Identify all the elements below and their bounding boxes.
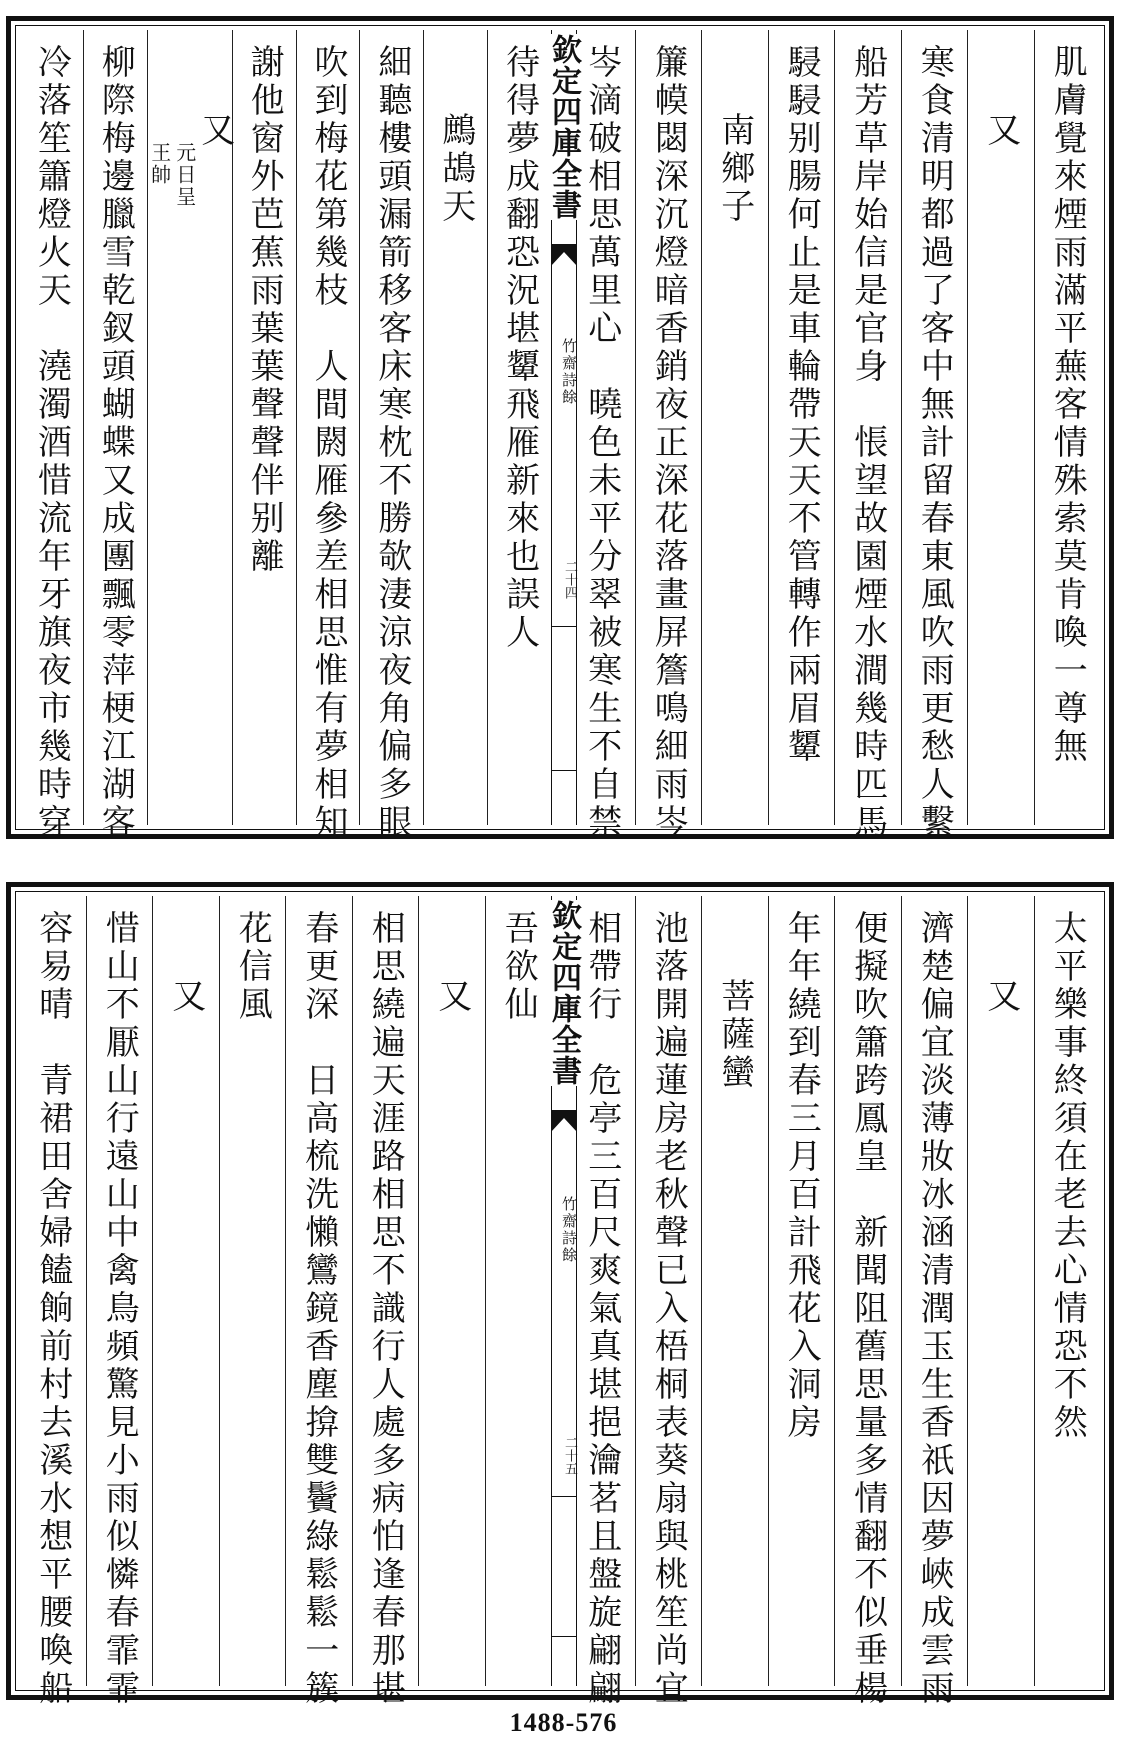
column-text: 岑滴破相思萬里心 曉色未平分翠被寒生不自禁: [581, 44, 622, 842]
text-column: [635, 896, 702, 1708]
text-column: [701, 30, 768, 825]
column-text: 太平樂事終須在老去心情恐不然: [1047, 910, 1088, 1442]
text-column: [487, 30, 551, 825]
text-column: [147, 30, 235, 825]
column-text: 濟楚偏宜淡薄妝冰涵清潤玉生香祇因夢峽成雲雨: [914, 910, 955, 1708]
column-text: 年年繞到春三月百計飛花入洞房: [781, 910, 822, 1442]
band-rule: [552, 1496, 576, 1497]
text-column: [967, 896, 1034, 1686]
text-column: [901, 896, 968, 1708]
title-with-note: [147, 44, 235, 825]
band-subtitle: 竹齋詩餘: [560, 338, 578, 406]
column-text: 駸駸别腸何止是車輪帶天天不管轉作兩眉顰: [781, 44, 822, 766]
bottom-right-half: [569, 896, 1100, 1708]
column-text: 肌膚覺來煙雨滿平蕪客情殊索莫肯喚一尊無: [1047, 44, 1088, 766]
note-line: 元日呈: [172, 142, 197, 208]
top-right-half: [569, 30, 1100, 842]
catalog-number: 1488-576: [509, 1708, 618, 1737]
text-column: [152, 896, 219, 1686]
text-column: [232, 30, 296, 825]
band-page-number: 二十四: [562, 560, 577, 599]
text-column: [285, 896, 352, 1708]
column-text: 柳際梅邊臘雪乾釵頭蝴蝶又成團飄零萍梗江湖客: [95, 44, 136, 842]
column-text: 又: [980, 978, 1021, 1016]
column-text: 又: [980, 112, 1021, 150]
note-line: 王帥: [147, 142, 172, 186]
center-band: [546, 896, 581, 1686]
column-text: 相帶行 危亭三百尺爽氣真堪挹瀹茗且盤旋翩翩: [581, 910, 622, 1708]
column-text: 相思繞遍天涯路相思不識行人處多病怕逢春那堪: [365, 910, 406, 1708]
text-column: [359, 30, 423, 842]
tune-title: 菩薩蠻: [714, 978, 755, 1092]
column-text: 春更深 日高梳洗懶鸞鏡香塵揜雙鬢綠鬆鬆一簇: [298, 910, 339, 1708]
fishtail-mark: [551, 1110, 577, 1132]
tune-title: 又: [194, 112, 235, 150]
column-text: 又: [165, 978, 206, 1016]
column-text: 細聽樓頭漏箭移客床寒枕不勝欹淒涼夜角偏多眼: [371, 44, 412, 842]
band-title: 欽定四庫全書: [546, 34, 581, 220]
text-column: [768, 30, 835, 825]
column-text: 簾幙閟深沉燈暗香銷夜正深花落畫屏簷鳴細雨岑: [648, 44, 689, 842]
text-column: [701, 896, 768, 1686]
text-column: [86, 896, 153, 1708]
text-column: [83, 30, 147, 842]
tune-title: 鷓鴣天: [435, 112, 476, 226]
column-text: 冷落笙簫燈火天 澆濁酒惜流年牙旗夜市幾時穿: [31, 44, 72, 842]
top-left-half: [20, 30, 551, 842]
column-text: 花信風: [232, 910, 273, 1024]
column-text: 便擬吹簫跨鳳皇 新聞阻舊思量多情翻不似垂楊: [847, 910, 888, 1708]
text-column: [418, 896, 485, 1686]
tune-title: 南鄉子: [714, 112, 755, 226]
column-text: 待得夢成翻恐況堪顰飛雁新來也誤人: [499, 44, 540, 652]
column-text: 船芳草岸始信是官身 悵望故園煙水澗幾時匹馬: [847, 44, 888, 842]
text-column: [1034, 896, 1101, 1686]
band-rule: [552, 626, 576, 627]
text-column: [423, 30, 487, 825]
text-column: [834, 896, 901, 1708]
page-top: [6, 16, 1114, 842]
text-column: [20, 896, 86, 1708]
band-subtitle: 竹齋詩餘: [560, 1196, 578, 1264]
bottom-left-half: [20, 896, 551, 1708]
text-column: [834, 30, 901, 842]
column-text: 謝他窗外芭蕉雨葉葉聲聲伴别離: [244, 44, 285, 576]
text-column: [352, 896, 419, 1708]
text-column: [1034, 30, 1101, 825]
column-text: 寒食清明都過了客中無計留春東風吹雨更愁人繫: [914, 44, 955, 842]
column-text: 池落開遍蓮房老秋聲已入梧桐表葵扇與桃笙尚宜: [648, 910, 689, 1708]
text-column: [219, 896, 286, 1686]
band-rule: [552, 770, 576, 771]
text-column: [20, 30, 83, 842]
band-title: 欽定四庫全書: [546, 900, 581, 1086]
band-rule: [552, 1636, 576, 1637]
column-text: 又: [431, 978, 472, 1016]
text-column: [635, 30, 702, 842]
column-text: 惜山不厭山行遠山中禽鳥頻驚見小雨似憐春霏霏: [99, 910, 140, 1708]
text-column: [967, 30, 1034, 825]
center-band: [546, 30, 581, 825]
column-text: 容易晴 青裙田舍婦饁餉前村去溪水想平腰喚船: [32, 910, 73, 1708]
text-column: [901, 30, 968, 842]
fishtail-mark: [551, 244, 577, 266]
text-column: [485, 896, 552, 1686]
band-page-number: 二十五: [562, 1436, 577, 1475]
column-text: 吹到梅花第幾枝 人間閼雁參差相思惟有夢相知: [307, 44, 348, 842]
column-text: 吾欲仙: [498, 910, 539, 1024]
text-column: [296, 30, 360, 842]
page-bottom: [6, 882, 1114, 1708]
text-column: [768, 896, 835, 1686]
